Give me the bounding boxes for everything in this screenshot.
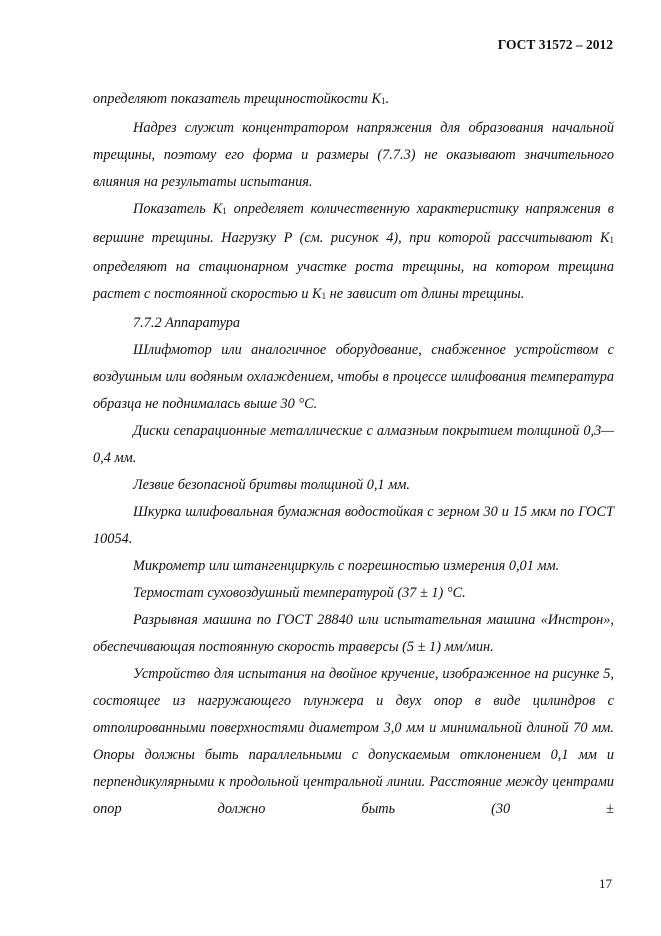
paragraph: Показатель $K_1$ определяет количественную характеристику напряжения в вершине трещины. Нагрузку P (см. рисунок 4), при которой рассчитывают $K_1$ определяют на стационарном участке роста трещины, на котором трещина растет с постоянной скоростью и $K_1$ не зависит от длины трещины. [93,201,614,302]
paragraph: Разрывная машина по ГОСТ 28840 или испытательная машина «Инстрон», обеспечивающая постоянную скорость траверсы (5 ± 1) мм/мин. [93,612,614,655]
page-number: 17 [599,876,612,891]
paragraph: Диски сепарационные металлические с алмазным покрытием толщиной 0,3—0,4 мм. [93,423,614,466]
document-body [93,86,614,823]
paragraph: Микрометр или штангенциркуль с погрешностью измерения 0,01 мм. [133,558,560,574]
document-header: ГОСТ 31572 – 2012 [497,37,613,52]
paragraph: определяют показатель трещиностойкости $K_1$. [93,91,390,107]
paragraph: Термостат суховоздушный температурой (37 ± 1) °С. [133,585,466,601]
paragraph: Лезвие безопасной бритвы толщиной 0,1 мм. [133,477,410,493]
paragraph: Шлифмотор или аналогичное оборудование, снабженное устройством с воздушным или водяным охлаждением, чтобы в процессе шлифования температура образца не поднималась выше 30 °С. [93,342,614,412]
paragraph: Шкурка шлифовальная бумажная водостойкая с зерном 30 и 15 мкм по ГОСТ 10054. [93,504,614,547]
paragraph: Надрез служит концентратором напряжения для образования начальной трещины, поэтому его форма и размеры (7.7.3) не оказывают значительного влияния на результаты испытания. [93,120,614,190]
paragraph: Устройство для испытания на двойное кручение, изображенное на рисунке 5, состоящее из нагружающего плунжера и двух опор в виде цилиндров с отполированными поверхностями диаметром 3,0 мм и минимальной длиной 70 мм. Опоры должны быть параллельными с допускаемым отклонением 0,1 мм и перпендикулярными к продольной центральной линии. Расстояние между центрами опор должно быть (30 ± [93,666,614,817]
section-heading: 7.7.2 Аппаратура [133,315,241,331]
